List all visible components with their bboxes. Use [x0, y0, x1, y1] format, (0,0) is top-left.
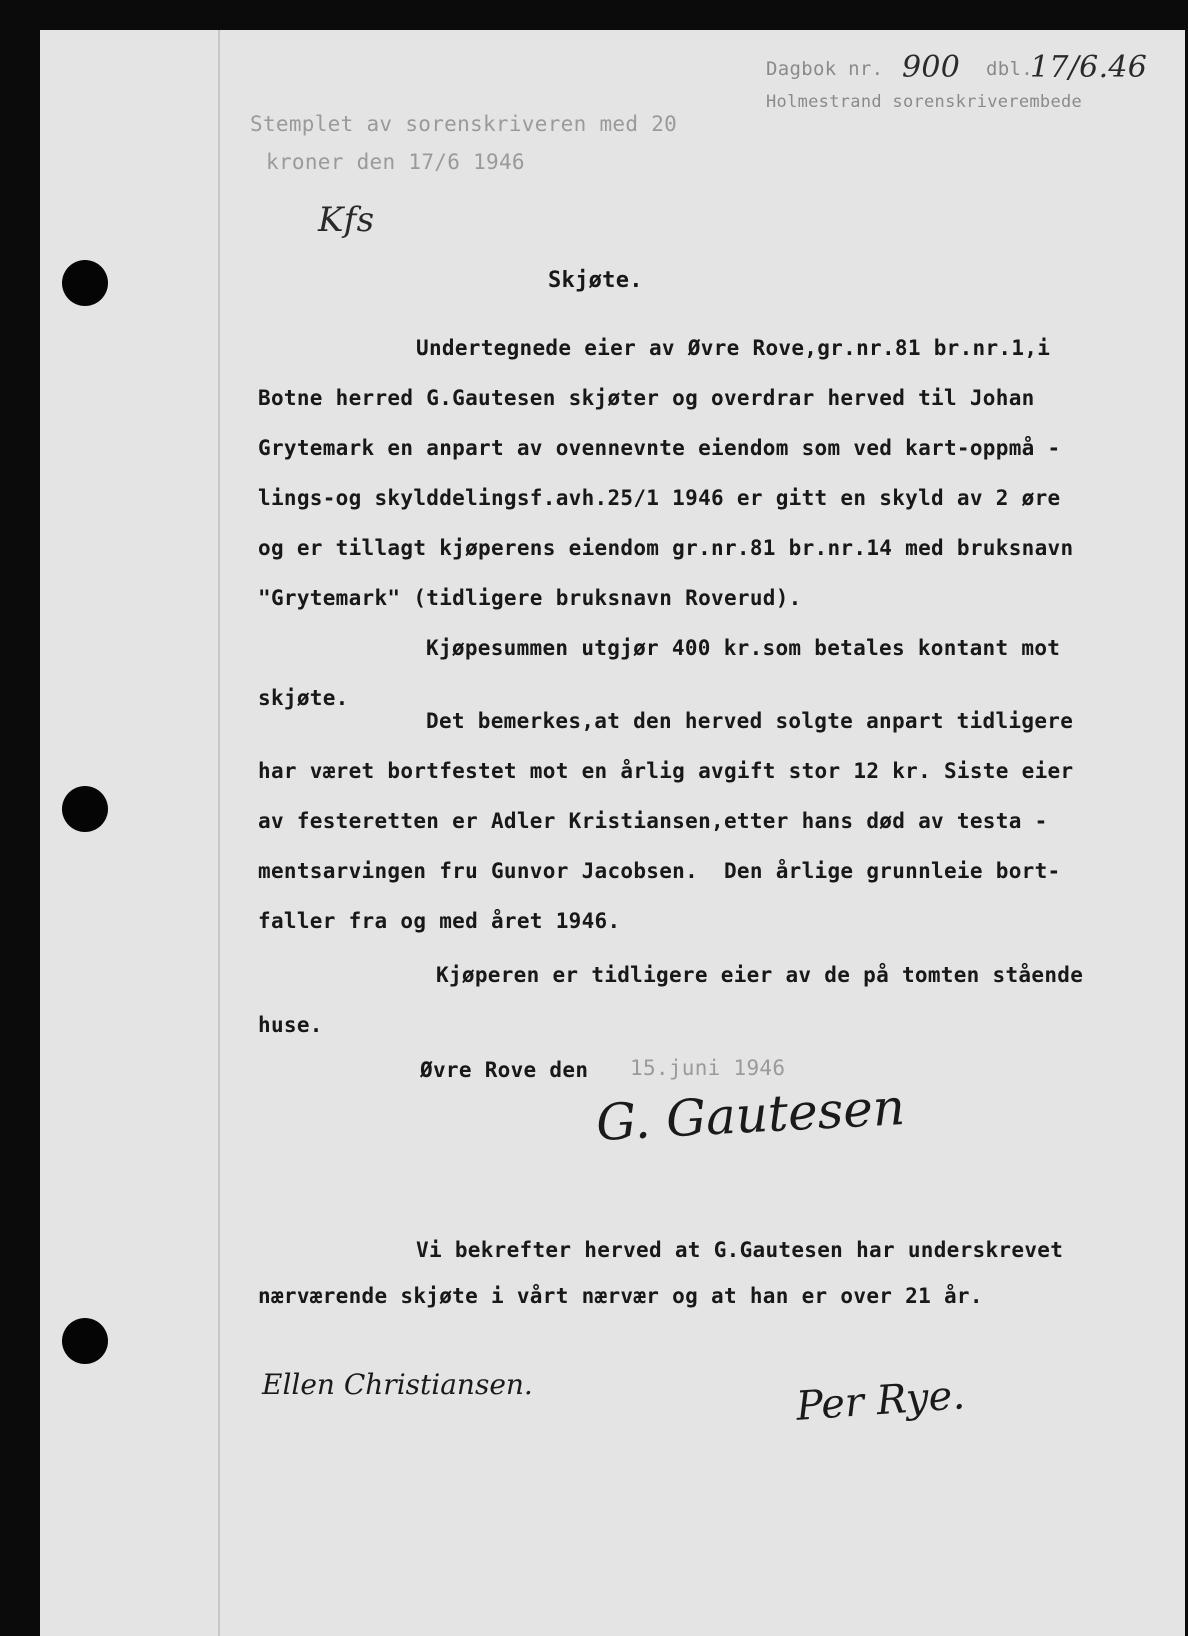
body-line: "Grytemark" (tidligere bruksnavn Roverud).	[258, 586, 802, 610]
place-date: 15.juni 1946	[630, 1056, 786, 1080]
body-line: Undertegnede eier av Øvre Rove,gr.nr.81 br.nr.1,i	[416, 336, 1051, 360]
binder-hole-top	[62, 260, 108, 306]
body-line: lings-og skylddelingsf.avh.25/1 1946 er gitt en skyld av 2 øre	[258, 486, 1061, 510]
stamp-note-line1: Stemplet av sorenskriveren med 20	[250, 112, 678, 136]
binder-hole-bottom	[62, 1318, 108, 1364]
witness-signature-left: Ellen Christiansen.	[262, 1368, 533, 1401]
stamp-date: 17/6.46	[1030, 50, 1148, 85]
paragraph-1	[258, 323, 1118, 623]
date-label: dbl.	[986, 58, 1033, 80]
document-title: Skjøte.	[548, 268, 643, 293]
stamp-note-line2: kroner den 17/6 1946	[266, 150, 525, 174]
body-line: skjøte.	[258, 686, 349, 710]
office-name: Holmestrand sorenskriverembede	[766, 92, 1083, 112]
body-line: Grytemark en anpart av ovennevnte eiendom som ved kart-oppmå -	[258, 436, 1061, 460]
margin-rule	[218, 30, 220, 1636]
body-line: Det bemerkes,at den herved solgte anpart tidligere	[426, 709, 1074, 733]
body-line: Kjøpesummen utgjør 400 kr.som betales kontant mot	[426, 636, 1061, 660]
paragraph-3	[258, 696, 1118, 946]
seller-signature: G. Gautesen	[594, 1077, 907, 1153]
dagbok-label: Dagbok nr.	[766, 58, 884, 80]
body-line: huse.	[258, 1013, 323, 1037]
body-line: har været bortfestet mot en årlig avgift stor 12 kr. Siste eier	[258, 759, 1074, 783]
initials-signature: Kfs	[318, 200, 375, 240]
body-line: faller fra og med året 1946.	[258, 909, 621, 933]
body-line: Botne herred G.Gautesen skjøter og overdrar herved til Johan	[258, 386, 1035, 410]
body-line: og er tillagt kjøperens eiendom gr.nr.81 br.nr.14 med bruksnavn	[258, 536, 1074, 560]
binder-hole-middle	[62, 786, 108, 832]
paragraph-4	[258, 950, 1118, 1050]
witness-line-1: Vi bekrefter herved at G.Gautesen har underskrevet	[416, 1238, 1064, 1262]
witness-line-2: nærværende skjøte i vårt nærvær og at han er over 21 år.	[258, 1284, 983, 1308]
body-line: Kjøperen er tidligere eier av de på tomten stående	[436, 963, 1084, 987]
body-line: mentsarvingen fru Gunvor Jacobsen. Den årlige grunnleie bort-	[258, 859, 1061, 883]
body-line: av festeretten er Adler Kristiansen,etter hans død av testa -	[258, 809, 1048, 833]
witness-signature-right: Per Rye.	[794, 1372, 967, 1430]
dagbok-number: 900	[902, 50, 961, 85]
place-label: Øvre Rove den	[420, 1058, 589, 1082]
